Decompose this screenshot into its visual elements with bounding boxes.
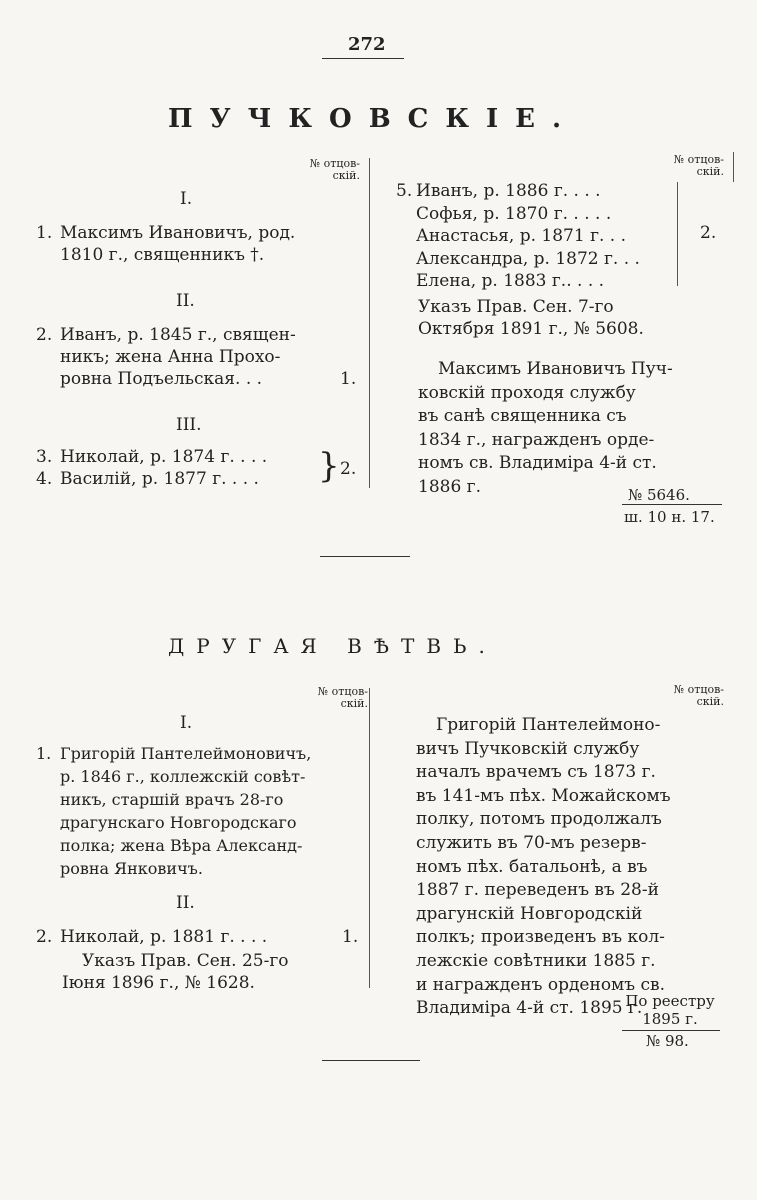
col-header-line1: № отцов- [673, 683, 724, 696]
col-header-line2: скій. [340, 697, 368, 710]
list-item [36, 446, 267, 490]
note-line: служить въ 70-мъ резерв- [416, 832, 647, 853]
col-header-line2: скій. [696, 695, 724, 708]
note-line: полку, потомъ продолжалъ [416, 809, 662, 830]
note-line: началъ врачемъ съ 1873 г. [416, 762, 656, 783]
list-item: Александра, р. 1872 г. . . [416, 248, 640, 269]
note-line: номъ св. Владиміра 4-й ст. [418, 453, 657, 473]
list-item: Софья, р. 1870 г. . . . . [416, 203, 612, 224]
entry-line: никъ, старшій врачъ 28-го [60, 790, 284, 809]
entry-line: р. 1846 г., коллежскій совѣт- [60, 767, 306, 786]
entry-number: 3. [36, 447, 53, 467]
entry-line: Василій, р. 1877 г. . . . [60, 469, 259, 489]
father-ref: 1. [340, 369, 357, 389]
note-line: 1886 г. [418, 476, 481, 497]
right-column-header [664, 684, 724, 708]
section-divider [322, 1060, 420, 1061]
reference-number: № 98. [646, 1032, 689, 1050]
column-divider-right [733, 152, 734, 182]
entry-line: Николай, р. 1874 г. . . . [60, 447, 268, 467]
entry-line: никъ; жена Анна Прохо- [60, 347, 281, 367]
decree-line: Указъ Прав. Сен. 7-го [418, 297, 614, 317]
right-column-header [664, 154, 724, 178]
entry-number: 4. [36, 469, 53, 489]
decree-line: Іюня 1896 г., № 1628. [62, 973, 255, 993]
children-list [396, 180, 640, 293]
registry-line: По реестру [625, 992, 715, 1010]
entry-number: 1. [36, 223, 53, 243]
entry-line: ровна Подъельская. . . [60, 369, 263, 389]
list-item [36, 324, 296, 390]
registry-line: 1895 г. [642, 1010, 698, 1028]
left-column-header [308, 686, 368, 710]
list-item: Иванъ, р. 1886 г. . . . [416, 181, 601, 201]
entry-line: полка; жена Вѣра Александ- [60, 836, 303, 855]
entry-number: 2. [36, 325, 53, 345]
note-line: и награжденъ орденомъ св. [416, 974, 665, 995]
list-item: Анастасья, р. 1871 г. . . [416, 226, 626, 246]
entry-line: Максимъ Ивановичъ, род. [60, 223, 296, 243]
entry-line: драгунскаго Новгородскаго [60, 813, 297, 832]
registry-note [620, 992, 720, 1028]
col-header-line1: № отцов- [317, 685, 368, 698]
column-divider [369, 688, 370, 988]
decree-line: Указъ Прав. Сен. 25-го [82, 951, 289, 971]
entry-number: 1. [36, 744, 52, 763]
col-header-line2: скій. [332, 169, 360, 182]
entry-number: 2. [36, 927, 53, 947]
list-item [36, 926, 267, 948]
note-line: 1887 г. переведенъ въ 28-й [416, 880, 659, 901]
list-item [36, 742, 311, 880]
note-line: 1834 г., награжденъ орде- [418, 429, 655, 450]
decree-text [62, 950, 288, 994]
generation-heading: I. [180, 713, 193, 733]
entry-line: Николай, р. 1881 г. . . . [60, 927, 268, 947]
entry-line: Иванъ, р. 1845 г., священ- [60, 325, 296, 345]
father-ref: 1. [342, 927, 359, 947]
section-divider [320, 556, 410, 557]
note-line: Владиміра 4-й ст. 1895 г. [416, 998, 643, 1019]
note-line: драгунскій Новгородскій [416, 903, 643, 924]
generation-heading: II. [176, 893, 195, 913]
page-title: ПУЧКОВСКІЕ. [168, 104, 579, 134]
father-ref: 2. [340, 459, 357, 479]
entry-line: Григорій Пантелеймоновичъ, [60, 744, 312, 763]
brace-icon [677, 182, 678, 286]
col-header-line1: № отцов- [673, 153, 724, 166]
reference-sub: ш. 10 н. 17. [624, 508, 715, 526]
entry-line: 1810 г., священникъ †. [60, 245, 265, 265]
note-line: Максимъ Ивановичъ Пуч- [438, 359, 673, 379]
decree-line: Октября 1891 г., № 5608. [418, 319, 644, 339]
note-line: въ санѣ священника съ [418, 406, 627, 426]
reference-rule [622, 504, 722, 505]
biography-note [418, 358, 673, 499]
col-header-line2: скій. [696, 165, 724, 178]
generation-heading: III. [176, 415, 202, 435]
list-item: Елена, р. 1883 г.. . . . [416, 271, 605, 291]
entry-number: 5. [396, 181, 413, 201]
header-rule [322, 58, 404, 59]
page-number: 272 [348, 34, 386, 55]
note-line: полкъ; произведенъ въ кол- [416, 927, 665, 948]
note-line: номъ пѣх. батальонѣ, а въ [416, 856, 648, 877]
section-subtitle: ДРУГАЯ ВѢТВЬ. [168, 634, 497, 658]
note-line: ковскій проходя службу [418, 382, 636, 403]
column-divider [369, 158, 370, 488]
decree-text [418, 296, 644, 340]
generation-heading: I. [180, 189, 193, 209]
note-line: въ 141-мъ пѣх. Можайскомъ [416, 785, 671, 806]
father-ref: 2. [700, 223, 717, 243]
col-header-line1: № отцов- [309, 157, 360, 170]
note-line: вичъ Пучковскій службу [416, 738, 640, 759]
brace-icon: } [318, 446, 340, 486]
entry-line: ровна Янковичъ. [60, 859, 203, 878]
left-column-header [300, 158, 360, 182]
list-item [36, 222, 295, 266]
biography-note [416, 714, 671, 1021]
note-line: Григорій Пантелеймоно- [436, 715, 661, 735]
generation-heading: II. [176, 291, 195, 311]
note-line: лежскіе совѣтники 1885 г. [416, 950, 656, 971]
reference-number: № 5646. [628, 486, 690, 504]
